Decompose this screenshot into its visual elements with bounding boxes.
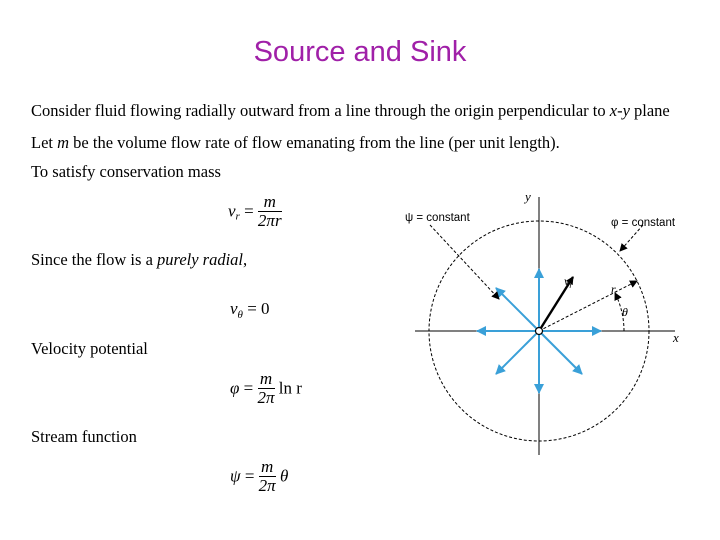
theta-label: θ [622,305,628,319]
stream-function-label: Stream function [31,427,137,446]
vr-sub: r [235,210,240,223]
radial-line [31,250,247,270]
vr-fraction [258,193,282,230]
phi-fraction [258,370,275,407]
streamline-up-left [496,288,539,331]
radial-emphasis: purely radial [157,250,244,269]
streamline-down-left [496,331,539,374]
origin-point [536,328,543,335]
vtheta-rhs: 0 [261,299,270,318]
psi-denominator: 2π [258,476,276,495]
r-label: r [611,282,616,296]
psi-equation [230,458,288,495]
vr-numerator: m [258,193,282,212]
vr-label-sub: r [569,281,573,290]
psi-lhs: ψ [230,466,241,486]
x-var: x [609,101,618,120]
velocity-potential-label: Velocity potential [31,339,148,358]
y-axis-label: y [525,189,531,204]
vtheta-sub: θ [237,309,243,321]
streamline-down-right [539,331,582,374]
vr-lhs: v [228,201,236,221]
psi-rhs: θ [279,466,289,486]
let-text: Let [31,133,58,152]
x-axis-label: x [673,330,679,345]
psi-leader-line [430,225,499,299]
dash-text: - [617,101,623,120]
radial-text: Since the flow is a [31,250,158,269]
vtheta-lhs: v [230,299,238,318]
psi-equals: = [244,466,255,486]
phi-equation [230,370,302,407]
intro-line [31,101,670,121]
vr-label-main: v [564,274,570,288]
page-title: Source and Sink [253,36,467,68]
flow-rate-line [31,133,560,153]
psi-fraction [259,458,276,495]
vr-equals: = [244,201,254,221]
phi-equals: = [243,378,254,398]
plane-text: plane [629,101,670,120]
psi-numerator: m [259,458,276,477]
y-var: y [622,101,630,120]
vtheta-equation [230,299,270,321]
phi-denominator: 2π [257,388,275,407]
vtheta-equals: = [247,299,257,318]
source-flow-diagram [375,185,695,465]
vr-label [564,274,573,290]
psi-constant-label: ψ = constant [405,212,470,224]
flow-rate-text: be the volume flow rate of flow emanating from the line (per unit length). [69,133,560,152]
conservation-line: To satisfy conservation mass [31,162,221,181]
phi-lhs: φ [230,378,240,398]
vr-denominator: 2πr [257,211,282,230]
phi-rhs: ln r [278,378,302,398]
phi-numerator: m [258,370,275,389]
intro-text: Consider fluid flowing radially outward from a line through the origin perpendicular to [31,101,610,120]
phi-constant-label: φ = constant [611,217,676,229]
radial-comma: , [243,250,248,269]
vr-equation [228,193,282,230]
m-var: m [57,133,70,152]
